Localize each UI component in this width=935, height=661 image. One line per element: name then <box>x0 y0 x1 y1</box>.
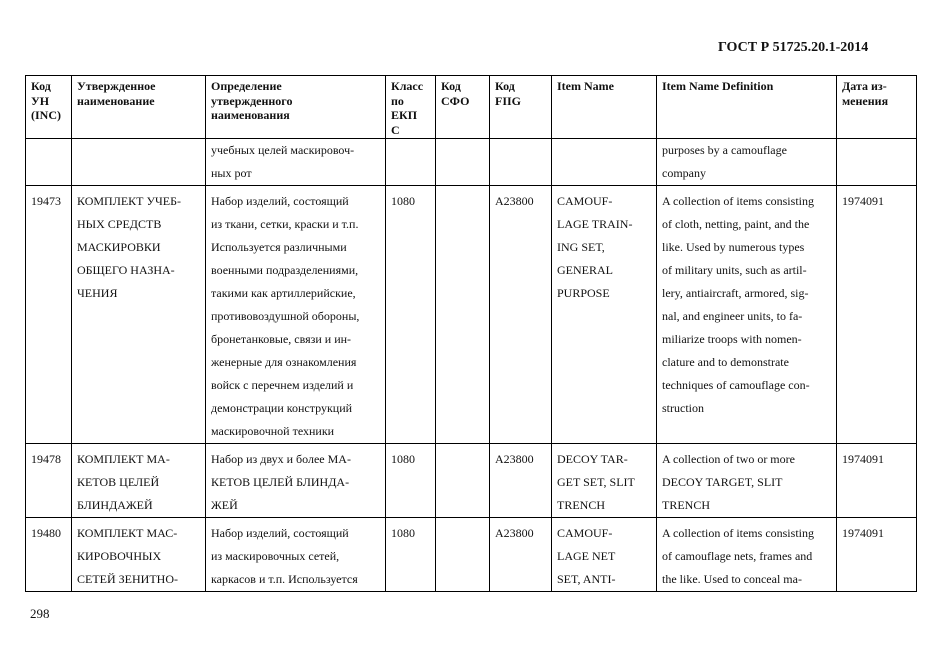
cell-fiig <box>490 139 552 186</box>
cell-definition-ru: Набор изделий, состоящий из ткани, сетки, краски и т.п. Используется различными военными подразделениями, такими как артиллерийские, противовоздушной обороны, бронетанковые, связи и ин- женерные для ознакомления войск с перечнем изделий и демонстрации конструкций маскировочной техники <box>206 186 386 444</box>
col-header-definition-ru: Определение утвержденного наименования <box>206 76 386 139</box>
catalog-table <box>25 75 917 592</box>
cell-definition-en: A collection of two or more DECOY TARGET, SLIT TRENCH <box>657 444 837 518</box>
cell-class: 1080 <box>386 444 436 518</box>
cell-inc: 19480 <box>26 518 72 592</box>
cell-name-ru: КОМПЛЕКТ МАС- КИРОВОЧНЫХ СЕТЕЙ ЗЕНИТНО- <box>72 518 206 592</box>
cell-class <box>386 139 436 186</box>
cell-inc <box>26 139 72 186</box>
col-header-inc: Код УН (INC) <box>26 76 72 139</box>
cell-inc: 19478 <box>26 444 72 518</box>
table-header-row <box>26 76 917 139</box>
cell-date: 1974091 <box>837 444 917 518</box>
col-header-class: Класс по ЕКП С <box>386 76 436 139</box>
cell-definition-ru: учебных целей маскировоч- ных рот <box>206 139 386 186</box>
col-header-fiig: Код FIIG <box>490 76 552 139</box>
cell-sfo <box>436 139 490 186</box>
cell-sfo <box>436 444 490 518</box>
col-header-item-name-definition: Item Name Definition <box>657 76 837 139</box>
cell-definition-en: A collection of items consisting of cloth, netting, paint, and the like. Used by numerous types of military units, such as artil- lery, antiaircraft, armored, sig- nal, and engineer units, to fa- miliarize troops with nomen- clature and to demonstrate techniques of camouflage con- struction <box>657 186 837 444</box>
col-header-item-name: Item Name <box>552 76 657 139</box>
cell-fiig: A23800 <box>490 444 552 518</box>
cell-date <box>837 139 917 186</box>
cell-fiig: A23800 <box>490 518 552 592</box>
cell-class: 1080 <box>386 518 436 592</box>
col-header-approved-name: Утвержденное наименование <box>72 76 206 139</box>
standard-code: ГОСТ Р 51725.20.1-2014 <box>718 40 869 55</box>
cell-date: 1974091 <box>837 186 917 444</box>
cell-item-name <box>552 139 657 186</box>
table-row <box>26 186 917 444</box>
cell-inc: 19473 <box>26 186 72 444</box>
cell-definition-en: A collection of items consisting of camouflage nets, frames and the like. Used to conceal ma- <box>657 518 837 592</box>
cell-sfo <box>436 518 490 592</box>
cell-item-name: CAMOUF- LAGE NET SET, ANTI- <box>552 518 657 592</box>
table-row <box>26 139 917 186</box>
cell-definition-ru: Набор изделий, состоящий из маскировочных сетей, каркасов и т.п. Используется <box>206 518 386 592</box>
cell-sfo <box>436 186 490 444</box>
cell-item-name: DECOY TAR- GET SET, SLIT TRENCH <box>552 444 657 518</box>
cell-class: 1080 <box>386 186 436 444</box>
cell-name-ru: КОМПЛЕКТ УЧЕБ- НЫХ СРЕДСТВ МАСКИРОВКИ ОБЩЕГО НАЗНА- ЧЕНИЯ <box>72 186 206 444</box>
table-row <box>26 444 917 518</box>
table-row <box>26 518 917 592</box>
cell-name-ru <box>72 139 206 186</box>
page-number: 298 <box>30 606 50 621</box>
cell-definition-en: purposes by a camouflage company <box>657 139 837 186</box>
cell-date: 1974091 <box>837 518 917 592</box>
col-header-change-date: Дата из- менения <box>837 76 917 139</box>
cell-name-ru: КОМПЛЕКТ МА- КЕТОВ ЦЕЛЕЙ БЛИНДАЖЕЙ <box>72 444 206 518</box>
cell-fiig: A23800 <box>490 186 552 444</box>
cell-item-name: CAMOUF- LAGE TRAIN- ING SET, GENERAL PURPOSE <box>552 186 657 444</box>
cell-definition-ru: Набор из двух и более МА- КЕТОВ ЦЕЛЕЙ БЛИНДА- ЖЕЙ <box>206 444 386 518</box>
col-header-sfo: Код СФО <box>436 76 490 139</box>
